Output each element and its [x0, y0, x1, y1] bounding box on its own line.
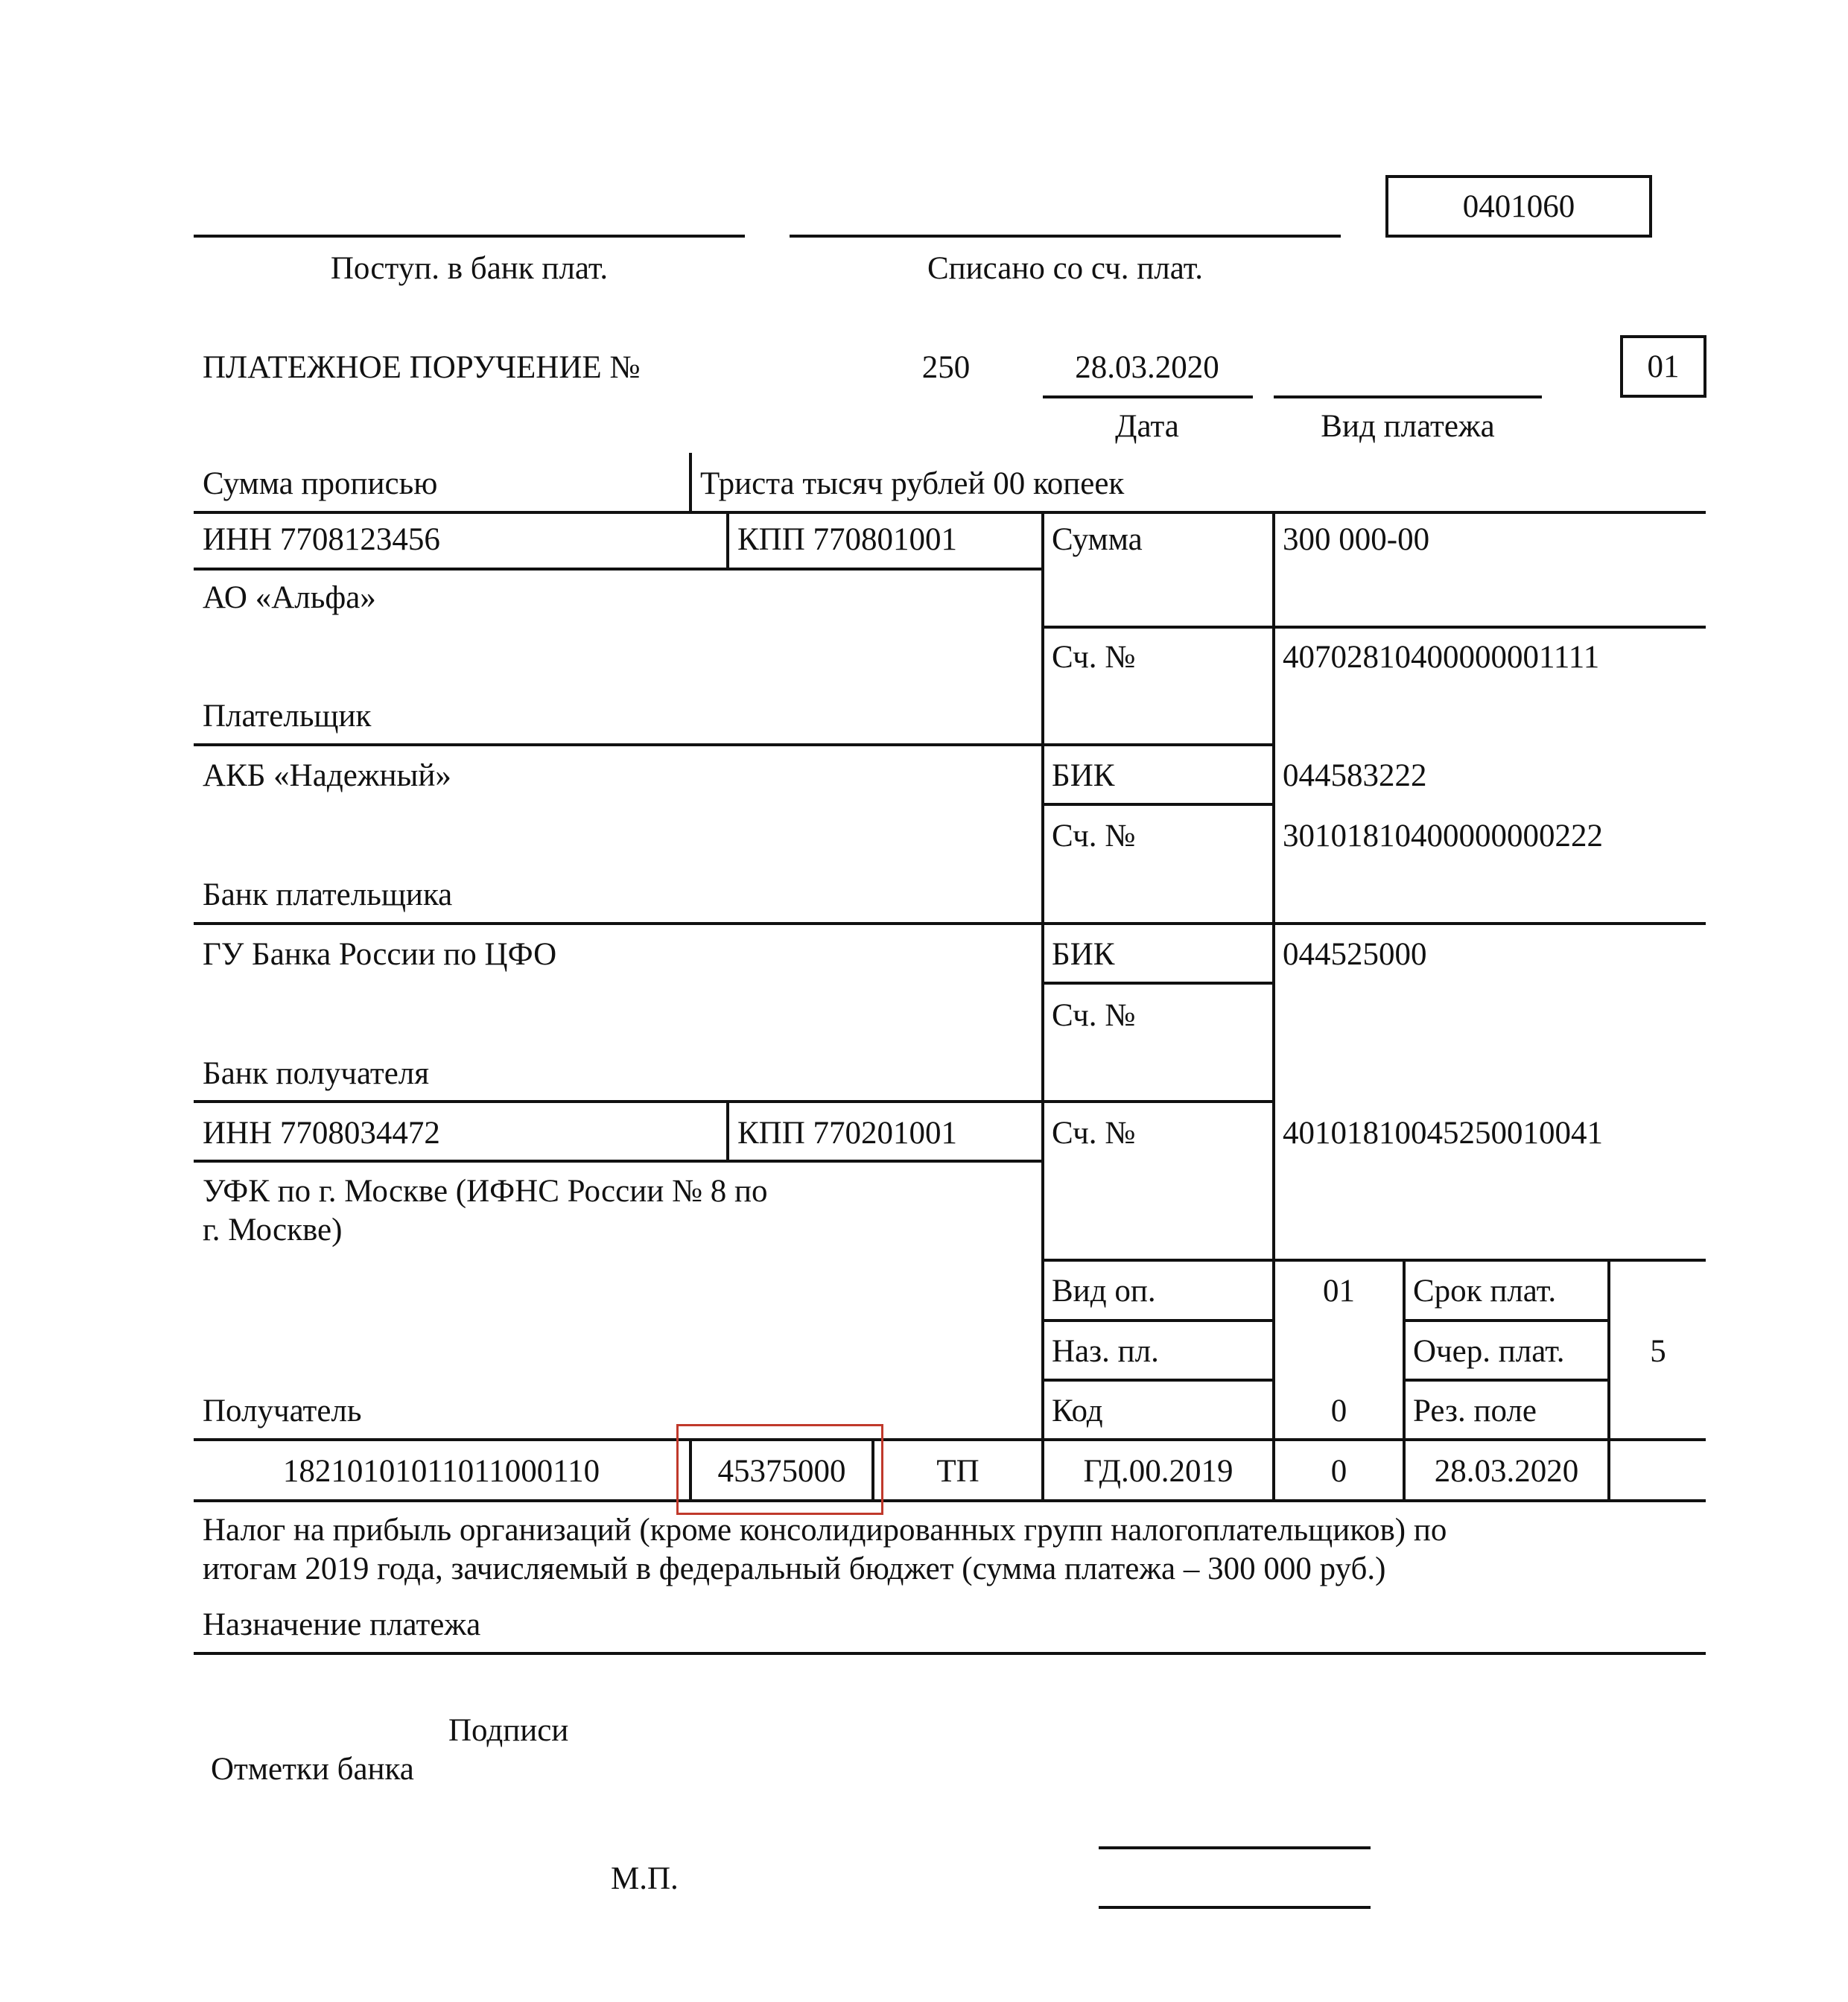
priority: 5 — [1650, 1334, 1666, 1369]
line-payer-bank-bottom — [194, 922, 1706, 925]
date-label: Дата — [1115, 409, 1179, 444]
payer-inn: ИНН 7708123456 — [203, 522, 440, 557]
payee-account: 40101810045250010041 — [1283, 1116, 1603, 1151]
payee-kpp: КПП 770201001 — [737, 1116, 958, 1151]
tax-period: ГД.00.2019 — [1083, 1454, 1233, 1489]
v-kpp-payer — [726, 511, 729, 569]
line-payer-bottom — [194, 743, 1274, 746]
line-payer-bank-bik — [1043, 803, 1274, 806]
document-title: ПЛАТЕЖНОЕ ПОРУЧЕНИЕ № — [203, 350, 641, 385]
priority-label: Очер. плат. — [1413, 1334, 1565, 1369]
payee-label: Получатель — [203, 1394, 362, 1429]
payee-bank-account-label: Сч. № — [1052, 998, 1136, 1033]
payer-bank-bik-label: БИК — [1052, 758, 1115, 793]
payer-status: 01 — [1647, 349, 1680, 384]
line-ops-top — [1043, 1259, 1706, 1262]
kbk: 18210101011011000110 — [282, 1454, 600, 1489]
order-date: 28.03.2020 — [1075, 350, 1219, 385]
payer-account: 40702810400000001111 — [1283, 640, 1600, 675]
reserve-label: Рез. поле — [1413, 1394, 1537, 1429]
line-tax-top — [194, 1438, 1706, 1441]
payer-bank-label: Банк плательщика — [203, 877, 453, 912]
sum-label: Сумма — [1052, 522, 1143, 557]
amount-words-divider — [689, 453, 692, 512]
debited-date-line — [790, 235, 1341, 238]
v-value-col — [1272, 511, 1275, 1501]
payer-bank-bik: 044583222 — [1283, 758, 1427, 793]
line-payer-inn — [194, 568, 1043, 571]
payee-bank-label: Банк получателя — [203, 1056, 430, 1091]
payer-label: Плательщик — [203, 699, 372, 734]
doc-date: 28.03.2020 — [1434, 1454, 1579, 1489]
code-label: Код — [1052, 1394, 1103, 1429]
v-label-col — [1041, 511, 1044, 1501]
tax-basis: ТП — [936, 1454, 979, 1489]
signatures-label: Подписи — [448, 1713, 569, 1748]
sum-value: 300 000-00 — [1283, 522, 1430, 557]
purpose-label: Назначение платежа — [203, 1607, 481, 1642]
received-label: Поступ. в банк плат. — [330, 251, 609, 286]
line-payee-bank-bottom — [194, 1100, 1274, 1103]
line-payee-inn — [194, 1160, 1043, 1163]
doc-number: 0 — [1330, 1454, 1347, 1489]
payer-account-label: Сч. № — [1052, 640, 1136, 675]
signature-line-1 — [1099, 1846, 1371, 1849]
received-date-line — [194, 235, 745, 238]
payment-type-line — [1274, 395, 1542, 398]
line-ops-2 — [1043, 1379, 1274, 1382]
v-kpp-payee — [726, 1100, 729, 1161]
code: 0 — [1330, 1394, 1347, 1429]
payee-bank-name: ГУ Банка России по ЦФО — [203, 937, 557, 972]
debited-label: Списано со сч. плат. — [927, 251, 1204, 286]
payee-bank-bik-label: БИК — [1052, 937, 1115, 972]
payee-name-line2: г. Москве) — [203, 1213, 343, 1248]
line-purpose-bottom — [194, 1652, 1706, 1655]
payer-name: АО «Альфа» — [203, 580, 376, 615]
payee-name-line1: УФК по г. Москве (ИФНС России № 8 по — [203, 1174, 768, 1209]
op-type: 01 — [1323, 1274, 1355, 1309]
amount-words-label: Сумма прописью — [203, 466, 438, 501]
payer-bank-account-label: Сч. № — [1052, 819, 1136, 854]
deadline-label: Срок плат. — [1413, 1274, 1557, 1309]
oktmo: 45375000 — [717, 1454, 846, 1489]
line-sum-bottom — [1043, 626, 1706, 629]
signature-line-2 — [1099, 1906, 1371, 1909]
line-ops-1b — [1404, 1319, 1609, 1322]
payee-account-label: Сч. № — [1052, 1116, 1136, 1151]
payee-bank-bik: 044525000 — [1283, 937, 1427, 972]
amount-words: Триста тысяч рублей 00 копеек — [700, 466, 1125, 501]
line-payee-bank-bik — [1043, 982, 1274, 985]
form-code: 0401060 — [1462, 189, 1575, 224]
line-ops-1 — [1043, 1319, 1274, 1322]
purpose-code-label: Наз. пл. — [1052, 1334, 1159, 1369]
date-line — [1043, 395, 1253, 398]
payment-type-label: Вид платежа — [1321, 409, 1495, 444]
op-type-label: Вид оп. — [1052, 1274, 1156, 1309]
payer-bank-account: 30101810400000000222 — [1283, 819, 1603, 854]
purpose-line1: Налог на прибыль организаций (кроме консолидированных групп налогоплательщиков) по — [203, 1513, 1447, 1548]
v-ops-right — [1607, 1259, 1610, 1501]
line-tax-bottom — [194, 1499, 1706, 1502]
order-number: 250 — [921, 350, 971, 385]
payer-kpp: КПП 770801001 — [737, 522, 958, 557]
purpose-line2: итогам 2019 года, зачисляемый в федеральный бюджет (сумма платежа – 300 000 руб.) — [203, 1551, 1386, 1586]
line-payer-top — [194, 511, 1706, 514]
line-ops-2b — [1404, 1379, 1609, 1382]
stamp-label: М.П. — [611, 1861, 679, 1896]
bank-marks-label: Отметки банка — [211, 1752, 414, 1787]
payer-bank-name: АКБ «Надежный» — [203, 758, 451, 793]
payee-inn: ИНН 7708034472 — [203, 1116, 440, 1151]
oktmo-highlight — [676, 1424, 883, 1515]
